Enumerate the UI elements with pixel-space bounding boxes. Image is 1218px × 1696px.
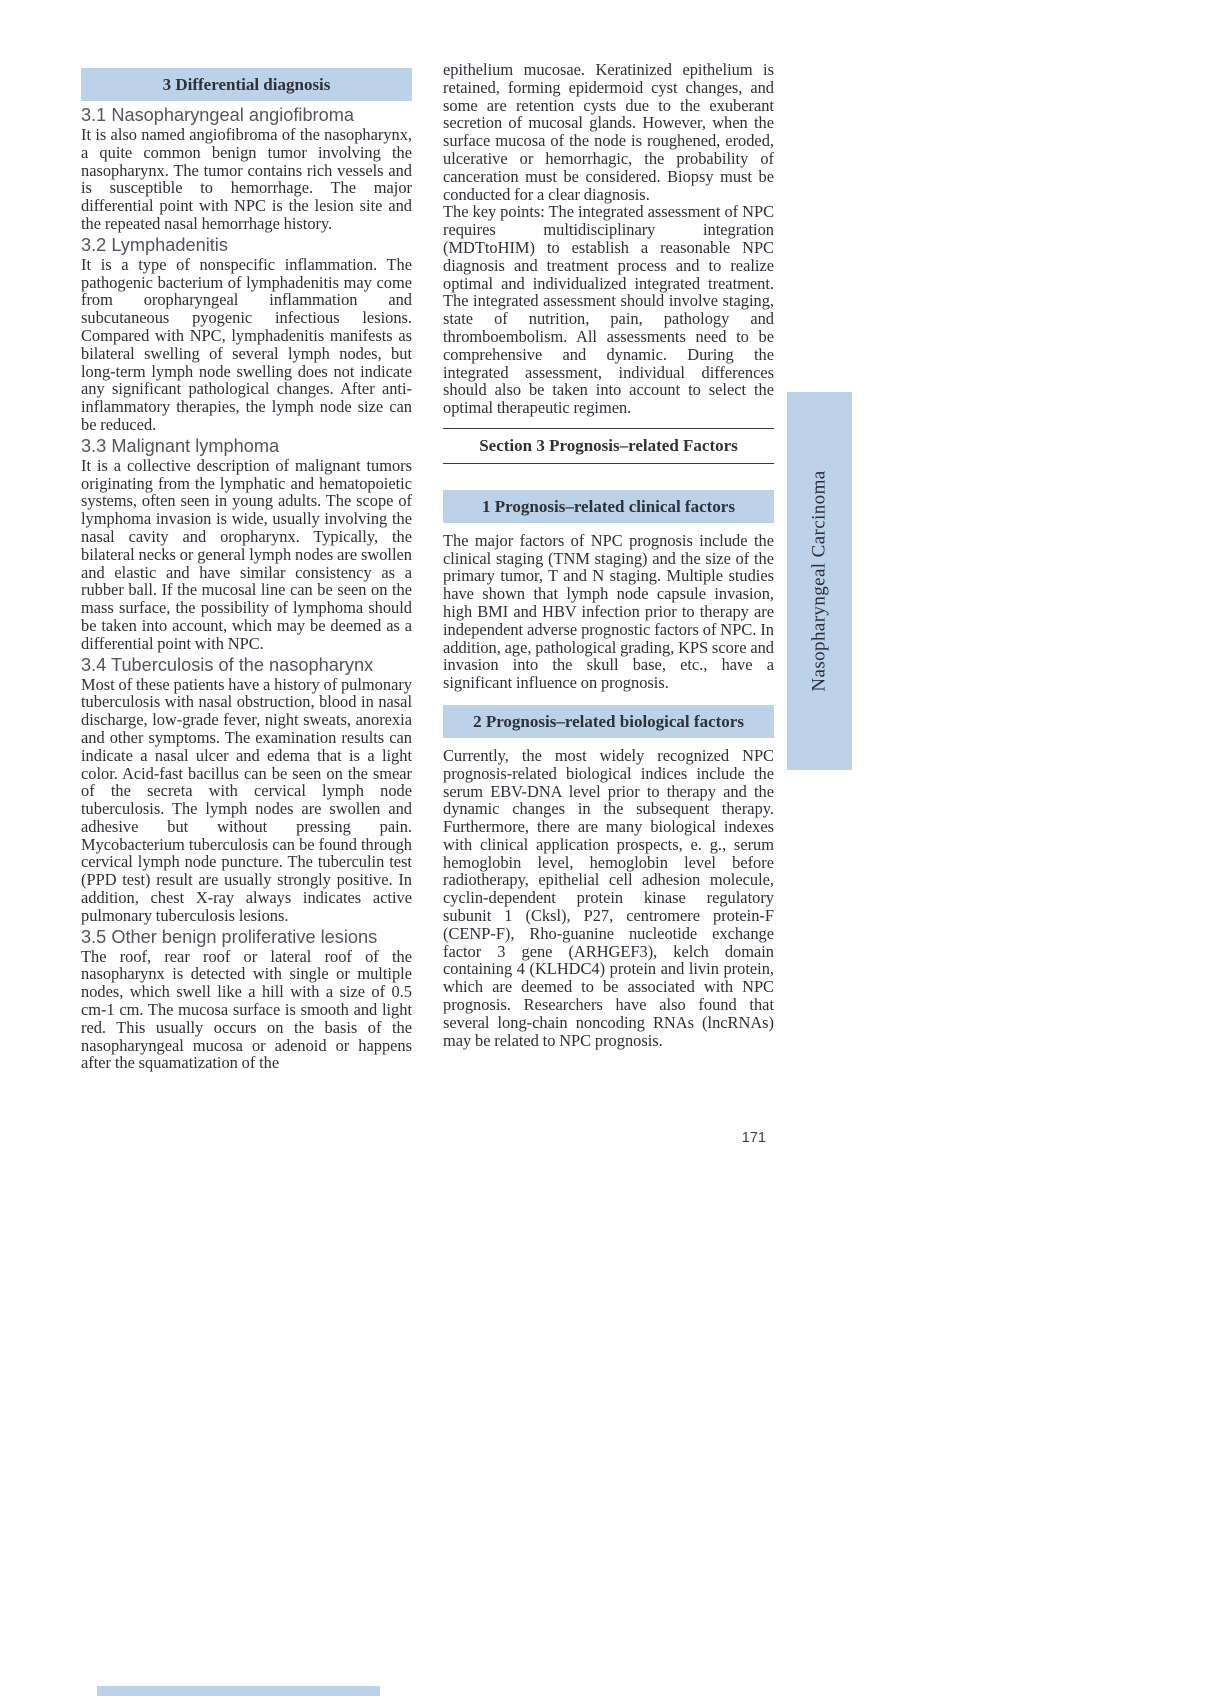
header-prognosis-clinical-factors: 1 Prognosis–related clinical factors	[443, 490, 774, 523]
section-header-differential-diagnosis: 3 Differential diagnosis	[81, 68, 412, 101]
subsection-body-3-2: It is a type of nonspecific inflammation. The pathogenic bacterium of lymphadenitis may come from oropharyngeal inflammation and subcutaneous pyogenic infectious lesions. Compared with NPC, lymphadenitis manifests as bilateral swelling of several lymph nodes, but long-term lymph node swelling does not indicate any significant pathological changes. After anti-inflammatory therapies, the lymph node size can be reduced.	[81, 254, 412, 434]
chapter-tab	[787, 392, 852, 770]
page-number: 171	[741, 1130, 766, 1146]
body-prognosis-biological-factors: Currently, the most widely recognized NPC prognosis-related biological indices include the serum EBV-DNA level prior to therapy and the dynamic changes in the subsequent therapy. Furthermore, there are many biological indexes with clinical application prospects, e. g., serum hemoglobin level, hemoglobin level before radiotherapy, epithelial cell adhesion molecule, cyclin-dependent protein kinase regulatory subunit 1 (Cksl), P27, centromere protein-F (CENP-F), Rho-guanine nucleotide exchange factor 3 gene (ARHGEF3), kelch domain containing 4 (KLHDC4) protein and livin protein, which are deemed to be associated with NPC prognosis. Researchers have also found that several long-chain noncoding RNAs (lncRNAs) may be related to NPC prognosis.	[443, 745, 774, 1050]
paragraph-epithelium: epithelium mucosae. Keratinized epithelium is retained, forming epidermoid cyst changes, and some are retention cysts due to the exuberant secretion of mucosal glands. However, when the surface mucosa of the node is roughened, eroded, ulcerative or hemorrhagic, the probability of canceration must be considered. Biopsy must be conducted for a clear diagnosis.	[443, 60, 774, 204]
body-prognosis-clinical-factors: The major factors of NPC prognosis include the clinical staging (TNM staging) and the size of the primary tumor, T and N staging. Multiple studies have shown that lymph node capsule invasion, high BMI and HBV infection prior to therapy are independent adverse prognostic factors of NPC. In addition, age, pathological grading, KPS score and invasion into the skull base, etc., have a significant influence on prognosis.	[443, 530, 774, 693]
subsection-body-3-4: Most of these patients have a history of pulmonary tuberculosis with nasal obstruction, blood in nasal discharge, low-grade fever, night sweats, anorexia and other symptoms. The examination results can indicate a nasal ulcer and edema that is a light color. Acid-fast bacillus can be seen on the smear of the secreta with cervical lymph node tuberculosis. The lymph nodes are swollen and adhesive but without pressing pain. Mycobacterium tuberculosis can be found through cervical lymph node puncture. The tuberculin test (PPD test) result are usually strongly positive. In addition, chest X-ray always indicates active pulmonary tuberculosis lesions.	[81, 674, 412, 925]
subsection-body-3-5: The roof, rear roof or lateral roof of the nasopharynx is detected with single or multiple nodes, which swell like a hill with a size of 0.5 cm-1 cm. The mucosa surface is smooth and light red. This usually occurs on the basis of the nasopharyngeal mucosa or adenoid or happens after the squamatization of the	[81, 946, 412, 1073]
subsection-body-3-1: It is also named angiofibroma of the nasopharynx, a quite common benign tumor involving the nasopharynx. The tumor contains rich vessels and is susceptible to hemorrhage. The major differential point with NPC is the lesion site and the repeated nasal hemorrhage history.	[81, 125, 412, 233]
left-column	[81, 68, 412, 1072]
subsection-heading-3-2: 3.2 Lymphadenitis	[81, 234, 228, 255]
section-divider-title: Section 3 Prognosis–related Factors	[443, 428, 774, 464]
subsection-heading-3-5: 3.5 Other benign proliferative lesions	[81, 926, 378, 947]
subsection-body-3-3: It is a collective description of malignant tumors originating from the lymphatic and hematopoietic systems, often seen in young adults. The scope of lymphoma invasion is wide, usually involving the nasal cavity and oropharynx. Typically, the bilateral necks or general lymph nodes are swollen and elastic and have similar consistency as a rubber ball. If the mucosal line can be seen on the mass surface, the possibility of lymphoma should be taken into account, which may be deemed as a differential point with NPC.	[81, 455, 412, 653]
subsection-heading-3-4: 3.4 Tuberculosis of the nasopharynx	[81, 654, 374, 675]
right-column	[443, 61, 774, 1049]
subsection-heading-3-1: 3.1 Nasopharyngeal angiofibroma	[81, 105, 354, 125]
header-prognosis-biological-factors: 2 Prognosis–related biological factors	[443, 705, 774, 738]
chapter-tab-label: Nasopharyngeal Carcinoma	[808, 470, 830, 692]
subsection-heading-3-3: 3.3 Malignant lymphoma	[81, 435, 280, 456]
next-section-bar-sliver	[97, 1686, 380, 1696]
paragraph-key-points: The key points: The integrated assessment of NPC requires multidisciplinary integration (MDTtoHIM) to establish a reasonable NPC diagnosis and treatment process and to realize optimal and individualized integrated treatment. The integrated assessment should involve staging, state of nutrition, pain, pathology and thromboembolism. All assessments need to be comprehensive and dynamic. During the integrated assessment, individual differences should also be taken into account to select the optimal therapeutic regimen.	[443, 202, 774, 418]
